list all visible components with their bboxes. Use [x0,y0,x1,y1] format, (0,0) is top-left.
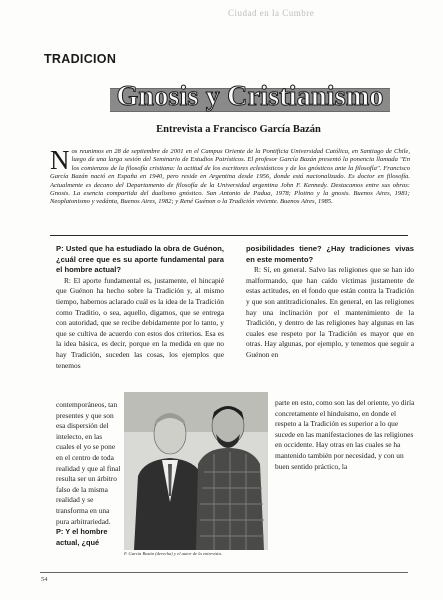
section-label: TRADICION [44,52,117,66]
answer-1-continued: contemporáneos, tan presentes y que son esa dispersión del intelecto, en las cuales el yo se pone en el centro de toda realidad y que al final resulta ser un árbitro falso de la misma realidad y se transforma en una pura arbitrariedad. [56,400,121,526]
intro-text: os reunimos en 28 de septiembre de 2001 en el Campus Oriente de la Pontificia Universidad Católica, en Santiago de Chile, luego de una larga sesión del Seminario de Estudios Patrísticos. El profesor García Bazán presentó la ponencia llamada "En los comienzos de la filosofía cristiana: la actitud de los escritores eclesiásticos y de los gnósticos ante la filosofía". Francisco García Bazán nació en España en 1940, pero reside en Argentina desde 1956, donde está nacionalizado. Es doctor en filosofía. Actualmente es decano del Departamento de filosofía de la Universidad argentina John F. Kennedy. Destacamos entre sus obras: Gnosis. La esencia compartida del dualismo gnóstico. San Antonio de Padua, 1978; Plotino y la gnosis. Buenos Aires, 1981; Neoplatonismo y vedánta, Buenos Aires, 1982; y René Guénon o la Tradición viviente. Buenos Aires, 1985. [50,148,410,206]
left-column [56,244,224,371]
page-number: 54 [41,576,48,583]
question-2-continued: posibilidades tiene? ¿Hay tradiciones vivas en este momento? [246,244,414,264]
photo-illustration [124,392,268,550]
drop-cap: N [50,145,70,175]
left-column-wrap [56,400,122,548]
question-2: P: Y el hombre actual, ¿qué [56,527,108,547]
right-column [246,244,414,361]
answer-2-continued: parte en esto, como son las del oriente, yo diría concretamente el hinduismo, en donde el respeto a la Tradición es superior a lo que sucede en las manifestaciones de las religiones en occidente. Hay otras en las cuales se ha mantenido también por necesidad, y con un buen sentido práctico, la [275,398,415,471]
question-1: P: Usted que ha estudiado la obra de Guénon, ¿cuál cree que es su aporte fundamental para el hombre actual? [56,244,224,275]
intro-paragraph [50,145,410,207]
interview-photo [124,392,268,550]
answer-2: R: Sí, en general. Salvo las religiones que se han ido malformando, que han caído víctimas justamente de estas actitudes, en el fondo que están contra la Tradición y que son antitradicionales. En general, en las religiones hay una inclinación por el mantenimiento de la Tradición, y dentro de las religiones hay algunas en las cuales ese respeto por la Tradición es mayor que en otras. Hay algunas, por ejemplo, y tenemos que seguir a Guénon en [246,265,414,359]
article-title: Gnosis y Cristianismo [116,81,384,112]
photo-caption: F. García Bazán (derecha) y el autor de la entrevista. [124,551,223,556]
intro-divider [50,235,408,236]
right-column-wrap [275,398,415,472]
answer-1: R: El aporte fundamental es, justamente, el hincapié que Guénon ha hecho sobre la Tradición y, al mismo tiempo, habernos aclarado cuál es la idea de la Tradición como Traditio, o sea, aquello, digamos, que se entrega con autoridad, que se recibe debidamente por lo tanto, y que se cultiva de acuerdo con estos dos criterios. Esa es la idea básica, es decir, porque en la medida en que no hay Tradición, suceden las cosas, los ejemplos que tenemos [56,275,224,370]
article-subtitle: Entrevista a Francisco García Bazán [156,124,321,135]
running-header: Ciudad en la Cumbre [228,8,315,18]
footer-rule [40,572,408,573]
